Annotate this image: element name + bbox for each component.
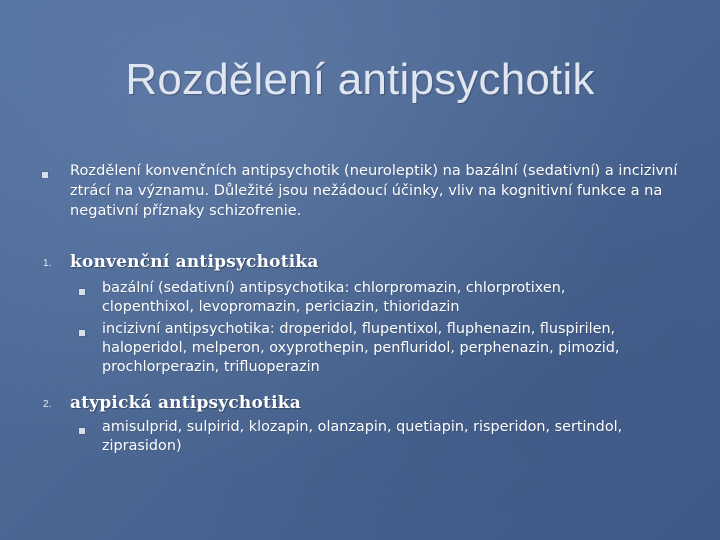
slide-title: Rozdělení antipsychotik [125,55,595,104]
list-item: bazální (sedativní) antipsychotika: chlorpromazin, chlorprotixen, clopenthixol, levopromazin, periciazin, thioridazin [102,280,566,315]
section-number: 2. [43,399,52,410]
section-heading: konvenční antipsychotika [70,252,319,272]
square-bullet-icon [79,428,85,434]
section-heading: atypická antipsychotika [70,393,301,413]
section-number: 1. [43,258,52,269]
square-bullet-icon [79,330,85,336]
list-item: amisulprid, sulpirid, klozapin, olanzapin, quetiapin, risperidon, sertindol, ziprasidon) [102,419,623,454]
square-bullet-icon [79,289,85,295]
list-item: incizivní antipsychotika: droperidol, flupentixol, fluphenazin, fluspirilen, haloperidol, melperon, oxyprothepin, penfluridol, perphenazin, pimozid, prochlorperazin, trifluoperazin [102,321,620,375]
intro-paragraph: Rozdělení konvenčních antipsychotik (neuroleptik) na bazální (sedativní) a incizivní ztrácí na významu. Důležité jsou nežádoucí účinky, vliv na kognitivní funkce a na negativní příznaky schizofrenie. [70,162,678,219]
square-bullet-icon [42,172,48,178]
